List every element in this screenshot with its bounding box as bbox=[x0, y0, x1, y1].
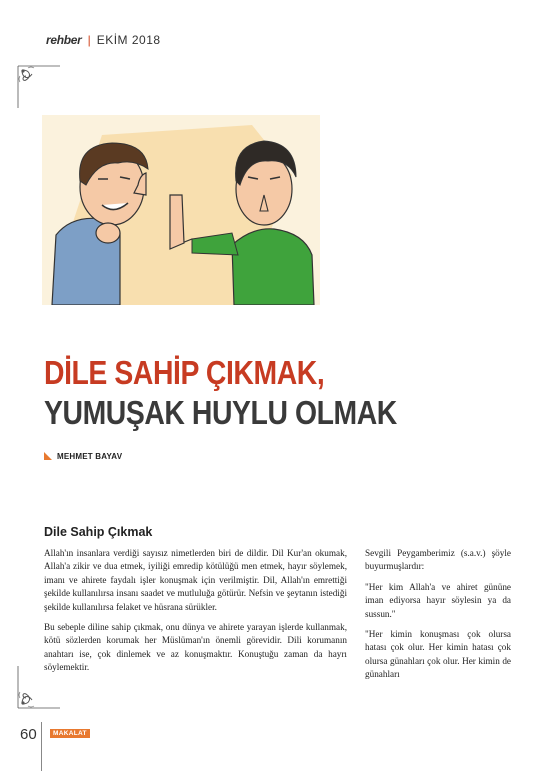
corner-ornament-icon bbox=[14, 664, 62, 712]
author-name: MEHMET BAYAV bbox=[57, 452, 123, 461]
section-heading: Dile Sahip Çıkmak bbox=[44, 525, 153, 539]
footer-divider bbox=[41, 722, 42, 771]
author-byline bbox=[44, 452, 122, 461]
body-paragraph: Bu sebeple diline sahip çıkmak, onu dünya ve ahirete yarayan işlerde kullanmak, kötü sözlerden korumak her Müslüman'ın önemli görevidir. Dili korumanın anahtarı ise, çok dinlemek ve az konuşmaktır. Konuştuğu zaman da hayrı söylemektir. bbox=[44, 622, 347, 673]
section-tag: MAKALAT bbox=[50, 729, 90, 738]
body-paragraph: Sevgili Peygamberimiz (s.a.v.) şöyle buyurmuşlardır: bbox=[365, 548, 511, 572]
two-men-gesture-illustration-icon bbox=[42, 115, 320, 305]
quote-paragraph: "Her kimin konuşması çok olursa hatası çok olur. Her kimin hatası çok olursa günahları çok olur. Her kimin de günahları bbox=[365, 629, 511, 680]
article-title-line-1: DİLE SAHİP ÇIKMAK, bbox=[44, 354, 325, 391]
issue-date: EKİM 2018 bbox=[96, 33, 161, 47]
article-title-line-2: YUMUŞAK HUYLU OLMAK bbox=[44, 394, 397, 431]
header-separator: | bbox=[87, 33, 91, 47]
article-illustration bbox=[42, 115, 320, 305]
body-column-right bbox=[365, 547, 511, 689]
magazine-brand: rehber bbox=[46, 33, 82, 47]
body-paragraph: Allah'ın insanlara verdiği sayısız nimetlerden biri de dildir. Dil Kur'an okumak, Allah'a zikir ve dua etmek, iyiliği emredip kötülüğü men etmek, hayır söylemek, imanı ve ahirete faydalı işler konuşmak için verilmiştir. Dil, Allah'ın emrettiği şekilde kullanılırsa insanı saadet ve mutluluğa götürür. Nefsin ve şeytanın istediği şekilde kullanılırsa felaket ve hüsrana sürükler. bbox=[44, 548, 347, 612]
running-header bbox=[46, 33, 161, 47]
byline-triangle-icon bbox=[44, 452, 52, 460]
corner-ornament-icon bbox=[14, 62, 62, 110]
page-number: 60 bbox=[20, 726, 37, 743]
body-column-left bbox=[44, 547, 347, 682]
quote-paragraph: "Her kim Allah'a ve ahiret gününe iman ediyorsa hayır söylesin ya da sussun." bbox=[365, 581, 511, 619]
